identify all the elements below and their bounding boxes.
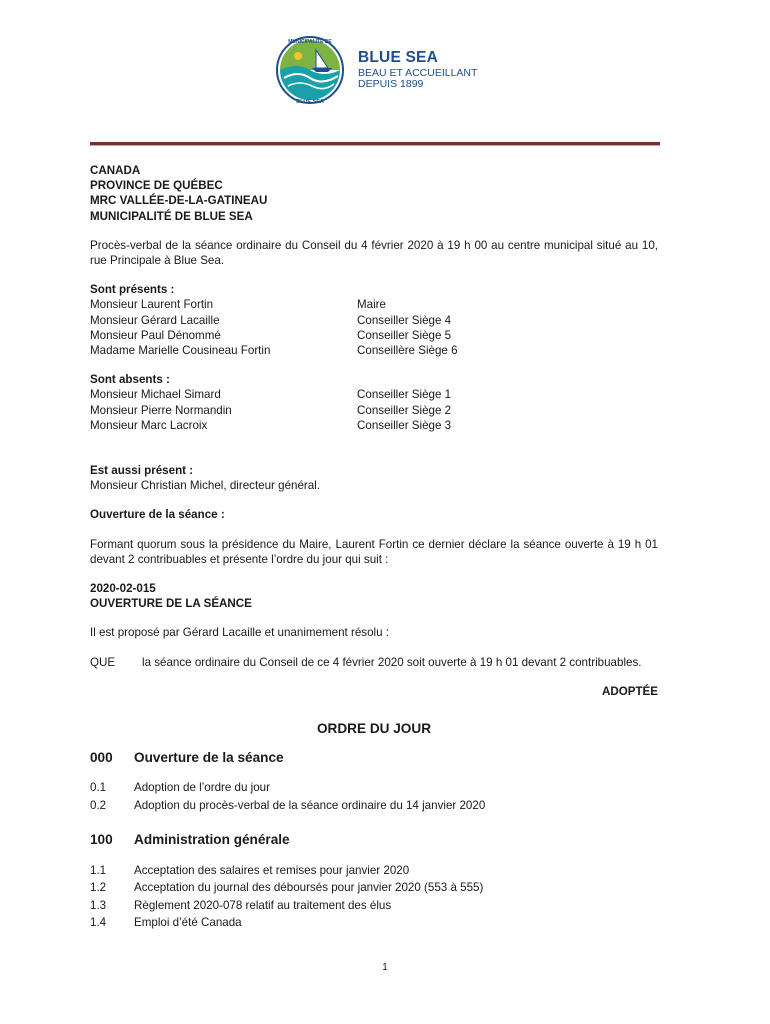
agenda-item-text: Règlement 2020-078 relatif au traitement des élus <box>134 898 392 912</box>
address-line: MUNICIPALITÉ DE BLUE SEA <box>90 209 253 223</box>
que-text: la séance ordinaire du Conseil de ce 4 février 2020 soit ouverte à 19 h 01 devant 2 contribuables. <box>142 655 642 669</box>
address-line: CANADA <box>90 164 141 177</box>
also-present-label: Est aussi présent : <box>90 464 194 478</box>
agenda-item-number: 1.3 <box>90 898 107 912</box>
intro-paragraph: Procès-verbal de la séance ordinaire du Conseil du 4 février 2020 à 19 h 00 au centre municipal situé au 10, rue Principale à Blue Sea. <box>90 238 658 268</box>
attendee-role: Conseiller Siège 5 <box>357 328 452 342</box>
adopted-status: ADOPTÉE <box>601 684 658 698</box>
agenda-items <box>90 779 658 814</box>
resolution-heading <box>90 581 658 611</box>
resolution-number: 2020-02-015 <box>90 582 156 596</box>
address-line: MRC VALLÉE-DE-LA-GATINEAU <box>90 194 268 208</box>
absentee-name: Monsieur Michael Simard <box>90 388 221 402</box>
absentee-row <box>90 403 658 418</box>
attendee-role: Maire <box>357 298 386 312</box>
agenda-item <box>90 797 658 815</box>
absentee-row <box>90 387 658 402</box>
page-number: 1 <box>382 962 388 973</box>
address-line: PROVINCE DE QUÉBEC <box>90 179 223 193</box>
agenda-item <box>90 862 658 880</box>
blue-sea-emblem-icon <box>272 34 352 106</box>
brand-block <box>358 50 477 90</box>
absentee-name: Monsieur Pierre Normandin <box>90 403 232 417</box>
absent-list <box>90 372 658 433</box>
agenda-item-number: 0.1 <box>90 781 107 795</box>
agenda-section-heading <box>90 750 658 765</box>
attendee-row <box>90 343 658 358</box>
opening-label: Ouverture de la séance : <box>90 508 225 522</box>
agenda-item-number: 1.4 <box>90 916 107 930</box>
absentee-role: Conseiller Siège 2 <box>357 403 452 417</box>
agenda-item-text: Emploi d’été Canada <box>134 916 242 930</box>
agenda-item-text: Acceptation des salaires et remises pour janvier 2020 <box>134 863 410 877</box>
attendee-name: Monsieur Laurent Fortin <box>90 298 214 312</box>
brand-tagline-2: DEPUIS 1899 <box>358 77 424 90</box>
attendee-role: Conseillère Siège 6 <box>357 344 458 358</box>
also-present-text: Monsieur Christian Michel, directeur général. <box>90 479 321 493</box>
section-number: 100 <box>90 832 113 848</box>
agenda-section-heading <box>90 832 658 847</box>
agenda-item <box>90 779 658 797</box>
agenda-item-number: 1.2 <box>90 881 107 895</box>
attendee-name: Monsieur Paul Dénommé <box>90 328 221 342</box>
agenda-item-number: 1.1 <box>90 863 107 877</box>
absent-label: Sont absents : <box>90 373 170 387</box>
logo-ring-top-text: MUNICIPALITÉ DE <box>288 39 332 45</box>
agenda-items <box>90 862 658 932</box>
attendee-row <box>90 328 658 343</box>
logo-ring-bottom-text: BLUE SEA <box>296 99 324 105</box>
agenda-item-text: Adoption du procès-verbal de la séance ordinaire du 14 janvier 2020 <box>134 798 486 812</box>
present-label: Sont présents : <box>90 283 175 297</box>
agenda-title: ORDRE DU JOUR <box>316 721 432 737</box>
present-list <box>90 282 658 358</box>
header-rule <box>90 142 660 146</box>
resolution-que <box>90 655 658 670</box>
section-title: Ouverture de la séance <box>134 750 284 766</box>
attendee-name: Madame Marielle Cousineau Fortin <box>90 344 271 358</box>
minutes-body <box>90 163 658 932</box>
brand-tagline-1: BEAU ET ACCUEILLANT <box>358 66 478 79</box>
attendee-row <box>90 313 658 328</box>
brand-name: BLUE SEA <box>358 49 438 66</box>
agenda-item-number: 0.2 <box>90 798 107 812</box>
resolution-title: OUVERTURE DE LA SÉANCE <box>90 597 252 611</box>
absentee-row <box>90 418 658 433</box>
opening-text: Formant quorum sous la présidence du Maire, Laurent Fortin ce dernier déclare la séance ouverte à 19 h 01 devant 2 contribuables et présente l’ordre du jour qui suit : <box>90 537 658 566</box>
section-number: 000 <box>90 750 113 766</box>
municipality-logo <box>272 34 512 106</box>
agenda-item <box>90 897 658 915</box>
agenda-item-text: Acceptation du journal des déboursés pour janvier 2020 (553 à 555) <box>134 881 484 895</box>
section-title: Administration générale <box>134 832 290 848</box>
absentee-role: Conseiller Siège 3 <box>357 418 452 432</box>
que-key: QUE <box>90 655 116 669</box>
also-present-block <box>90 463 658 493</box>
attendee-name: Monsieur Gérard Lacaille <box>90 313 220 327</box>
absentee-role: Conseiller Siège 1 <box>357 388 452 402</box>
agenda-item <box>90 879 658 897</box>
address-block <box>90 163 658 224</box>
agenda-item <box>90 914 658 932</box>
attendee-role: Conseiller Siège 4 <box>357 313 452 327</box>
absentee-name: Monsieur Marc Lacroix <box>90 418 208 432</box>
agenda-item-text: Adoption de l’ordre du jour <box>134 781 270 795</box>
attendee-row <box>90 297 658 312</box>
resolution-proposed: Il est proposé par Gérard Lacaille et unanimement résolu : <box>90 626 390 640</box>
